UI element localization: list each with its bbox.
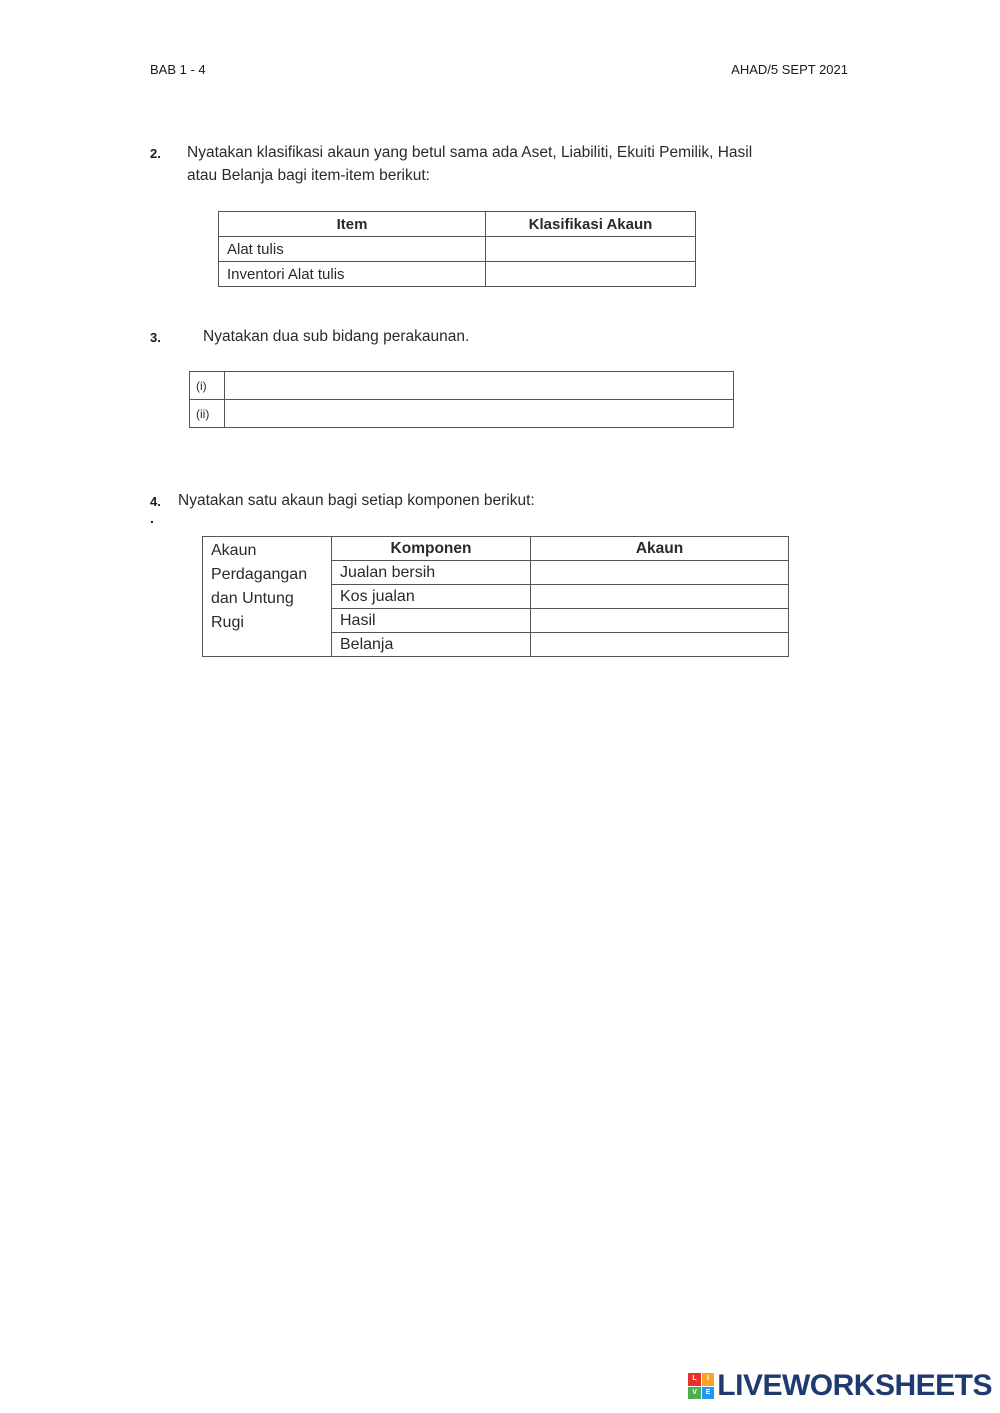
q4-answer-cell[interactable] [531,633,789,657]
q4-row-label: Hasil [332,609,531,633]
q2-number: 2. [150,146,161,161]
q4-row-label: Jualan bersih [332,561,531,585]
logo-mark-icon [688,1373,714,1399]
header-left: BAB 1 - 4 [150,62,206,77]
q2-answer-cell[interactable] [486,237,696,262]
q4-number: 4. [150,494,161,509]
q4-group-line: Rugi [211,614,244,631]
q4-group-line: Akaun [211,542,257,559]
logo-mark-letter: I [702,1373,715,1386]
q4-answer-cell[interactable] [531,585,789,609]
logo-mark-letter: L [688,1373,701,1386]
q3-row-label: (i) [190,372,225,400]
q2-text [187,141,752,187]
q4-group-line: dan Untung [211,590,294,607]
q3-row-label: (ii) [190,400,225,428]
header-right: AHAD/5 SEPT 2021 [731,62,848,77]
q3-answer-cell[interactable] [225,372,734,400]
q2-table [218,211,696,287]
q4-text: Nyatakan satu akaun bagi setiap komponen berikut: [178,492,535,509]
logo-mark-letter: E [702,1387,715,1400]
q4-row-label: Belanja [332,633,531,657]
q4-group-line: Perdagangan [211,566,308,583]
q4-answer-cell[interactable] [531,561,789,585]
q4-header-komponen: Komponen [332,537,531,561]
q4-group-label [203,537,332,657]
q4-row-label: Kos jualan [332,585,531,609]
q3-table [189,371,734,428]
logo-mark-letter: V [688,1387,701,1400]
q4-table [202,536,789,657]
q2-answer-cell[interactable] [486,262,696,287]
q4-dot: . [150,510,154,526]
q2-row-label: Inventori Alat tulis [219,262,486,287]
liveworksheets-logo [688,1369,992,1403]
q2-line2: atau Belanja bagi item-item berikut: [187,167,430,184]
q2-row-label: Alat tulis [219,237,486,262]
logo-text: LIVEWORKSHEETS [717,1369,992,1402]
q4-answer-cell[interactable] [531,609,789,633]
q2-header-item: Item [219,212,486,237]
q3-text: Nyatakan dua sub bidang perakaunan. [203,328,470,345]
q2-header-klasifikasi: Klasifikasi Akaun [486,212,696,237]
q3-answer-cell[interactable] [225,400,734,428]
q2-line1: Nyatakan klasifikasi akaun yang betul sama ada Aset, Liabiliti, Ekuiti Pemilik, Hasil [187,144,753,161]
q4-header-akaun: Akaun [531,537,789,561]
q3-number: 3. [150,330,161,345]
